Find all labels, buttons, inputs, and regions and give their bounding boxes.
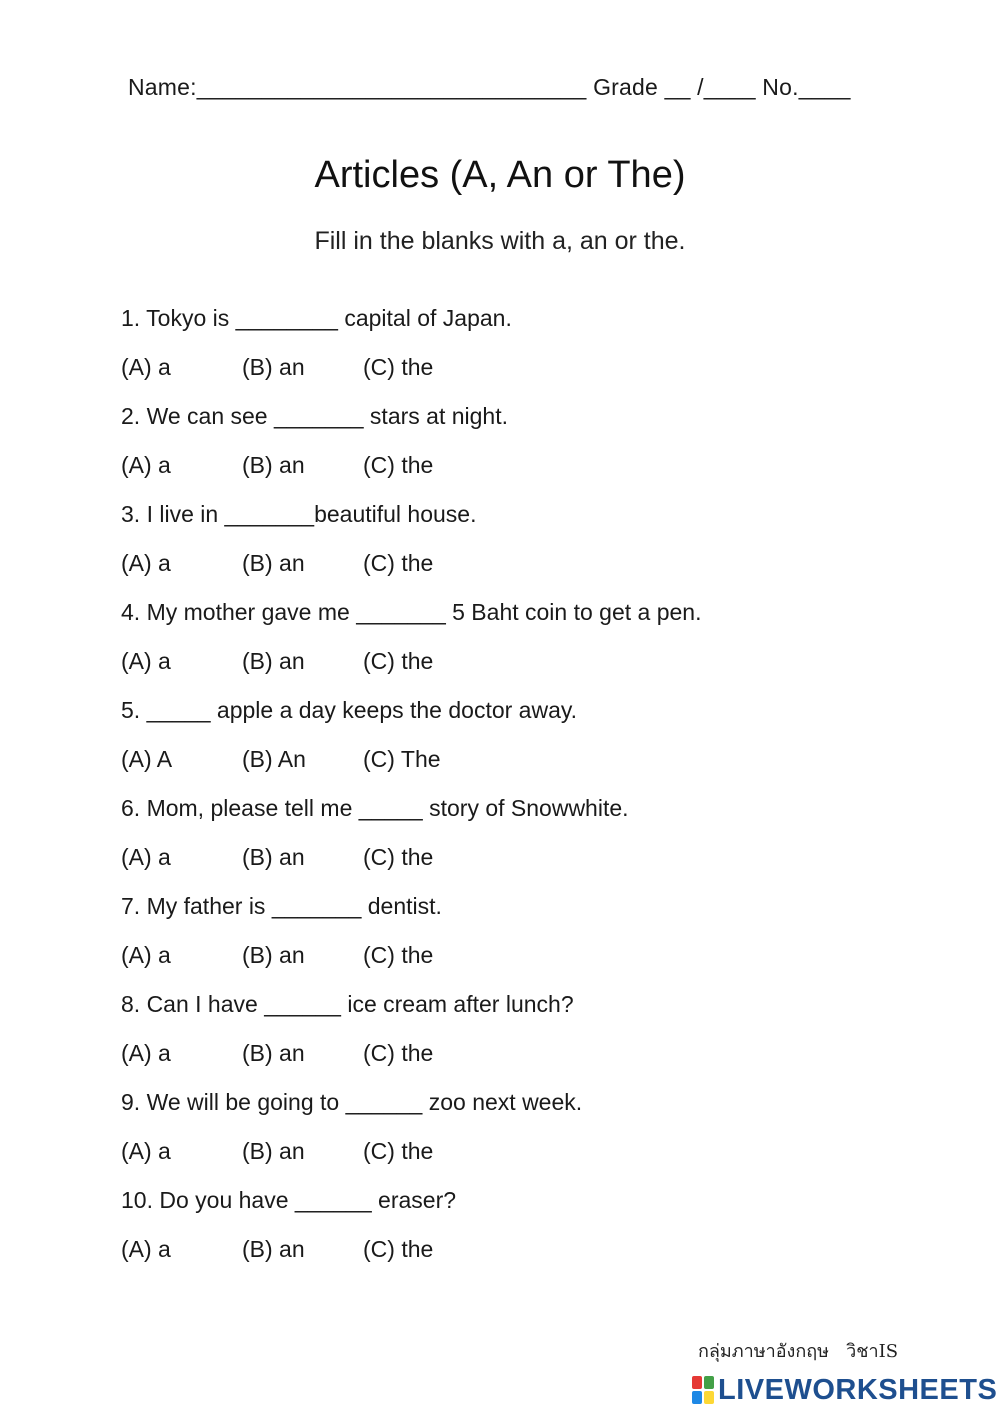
- question-7: [121, 888, 921, 986]
- student-info-line: Name:______________________________ Grade __ /____ No.____: [128, 74, 851, 100]
- option-c[interactable]: (C) the: [363, 942, 434, 968]
- question-2: [121, 398, 921, 496]
- question-1: [121, 300, 921, 398]
- question-text: 6. Mom, please tell me _____ story of Snowwhite.: [121, 795, 629, 821]
- liveworksheets-logo: [692, 1374, 997, 1406]
- option-a[interactable]: (A) a: [121, 1236, 171, 1262]
- option-a[interactable]: (A) a: [121, 648, 171, 674]
- option-a[interactable]: (A) a: [121, 1040, 171, 1066]
- answer-options: [121, 1133, 921, 1182]
- answer-options: [121, 349, 921, 398]
- question-text: 9. We will be going to ______ zoo next week.: [121, 1089, 583, 1115]
- option-c[interactable]: (C) the: [363, 452, 434, 478]
- instructions: Fill in the blanks with a, an or the.: [314, 227, 686, 255]
- question-10: [121, 1182, 921, 1280]
- option-b[interactable]: (B) an: [242, 1236, 305, 1262]
- question-text: 5. _____ apple a day keeps the doctor away.: [121, 697, 578, 723]
- option-c[interactable]: (C) the: [363, 1040, 434, 1066]
- option-b[interactable]: (B) an: [242, 844, 305, 870]
- question-text: 3. I live in _______beautiful house.: [121, 501, 477, 527]
- answer-options: [121, 839, 921, 888]
- option-a[interactable]: (A) A: [121, 746, 173, 772]
- option-c[interactable]: (C) the: [363, 550, 434, 576]
- question-4: [121, 594, 921, 692]
- answer-options: [121, 643, 921, 692]
- question-text: 4. My mother gave me _______ 5 Baht coin to get a pen.: [121, 599, 702, 625]
- option-a[interactable]: (A) a: [121, 452, 171, 478]
- option-c[interactable]: (C) the: [363, 1138, 434, 1164]
- option-b[interactable]: (B) an: [242, 1040, 305, 1066]
- option-b[interactable]: (B) an: [242, 550, 305, 576]
- answer-options: [121, 447, 921, 496]
- page-title: Articles (A, An or The): [314, 154, 686, 196]
- option-c[interactable]: (C) the: [363, 648, 434, 674]
- question-3: [121, 496, 921, 594]
- answer-options: [121, 1231, 921, 1280]
- question-5: [121, 692, 921, 790]
- option-c[interactable]: (C) The: [363, 746, 441, 772]
- question-text: 8. Can I have ______ ice cream after lunch?: [121, 991, 574, 1017]
- option-a[interactable]: (A) a: [121, 942, 171, 968]
- question-text: 2. We can see _______ stars at night.: [121, 403, 508, 429]
- question-text: 7. My father is _______ dentist.: [121, 893, 442, 919]
- question-text: 1. Tokyo is ________ capital of Japan.: [121, 305, 512, 331]
- option-b[interactable]: (B) an: [242, 648, 305, 674]
- logo-square-blue: [692, 1391, 702, 1404]
- footer-subject-label: กลุ่มภาษาอังกฤษ วิชาIS: [698, 1341, 899, 1362]
- question-6: [121, 790, 921, 888]
- option-a[interactable]: (A) a: [121, 354, 171, 380]
- logo-square-yellow: [704, 1391, 714, 1404]
- question-text: 10. Do you have ______ eraser?: [121, 1187, 457, 1213]
- option-c[interactable]: (C) the: [363, 844, 434, 870]
- answer-options: [121, 1035, 921, 1084]
- option-b[interactable]: (B) an: [242, 354, 305, 380]
- logo-square-red: [692, 1376, 702, 1389]
- option-b[interactable]: (B) an: [242, 942, 305, 968]
- question-8: [121, 986, 921, 1084]
- logo-grid-icon: [692, 1376, 714, 1404]
- answer-options: [121, 741, 921, 790]
- option-c[interactable]: (C) the: [363, 354, 434, 380]
- option-c[interactable]: (C) the: [363, 1236, 434, 1262]
- question-9: [121, 1084, 921, 1182]
- option-b[interactable]: (B) An: [242, 746, 306, 772]
- brand-name: LIVEWORKSHEETS: [718, 1373, 998, 1406]
- logo-square-green: [704, 1376, 714, 1389]
- option-b[interactable]: (B) an: [242, 452, 305, 478]
- answer-options: [121, 545, 921, 594]
- option-a[interactable]: (A) a: [121, 1138, 171, 1164]
- question-list: [121, 300, 921, 1280]
- option-a[interactable]: (A) a: [121, 844, 171, 870]
- option-a[interactable]: (A) a: [121, 550, 171, 576]
- answer-options: [121, 937, 921, 986]
- option-b[interactable]: (B) an: [242, 1138, 305, 1164]
